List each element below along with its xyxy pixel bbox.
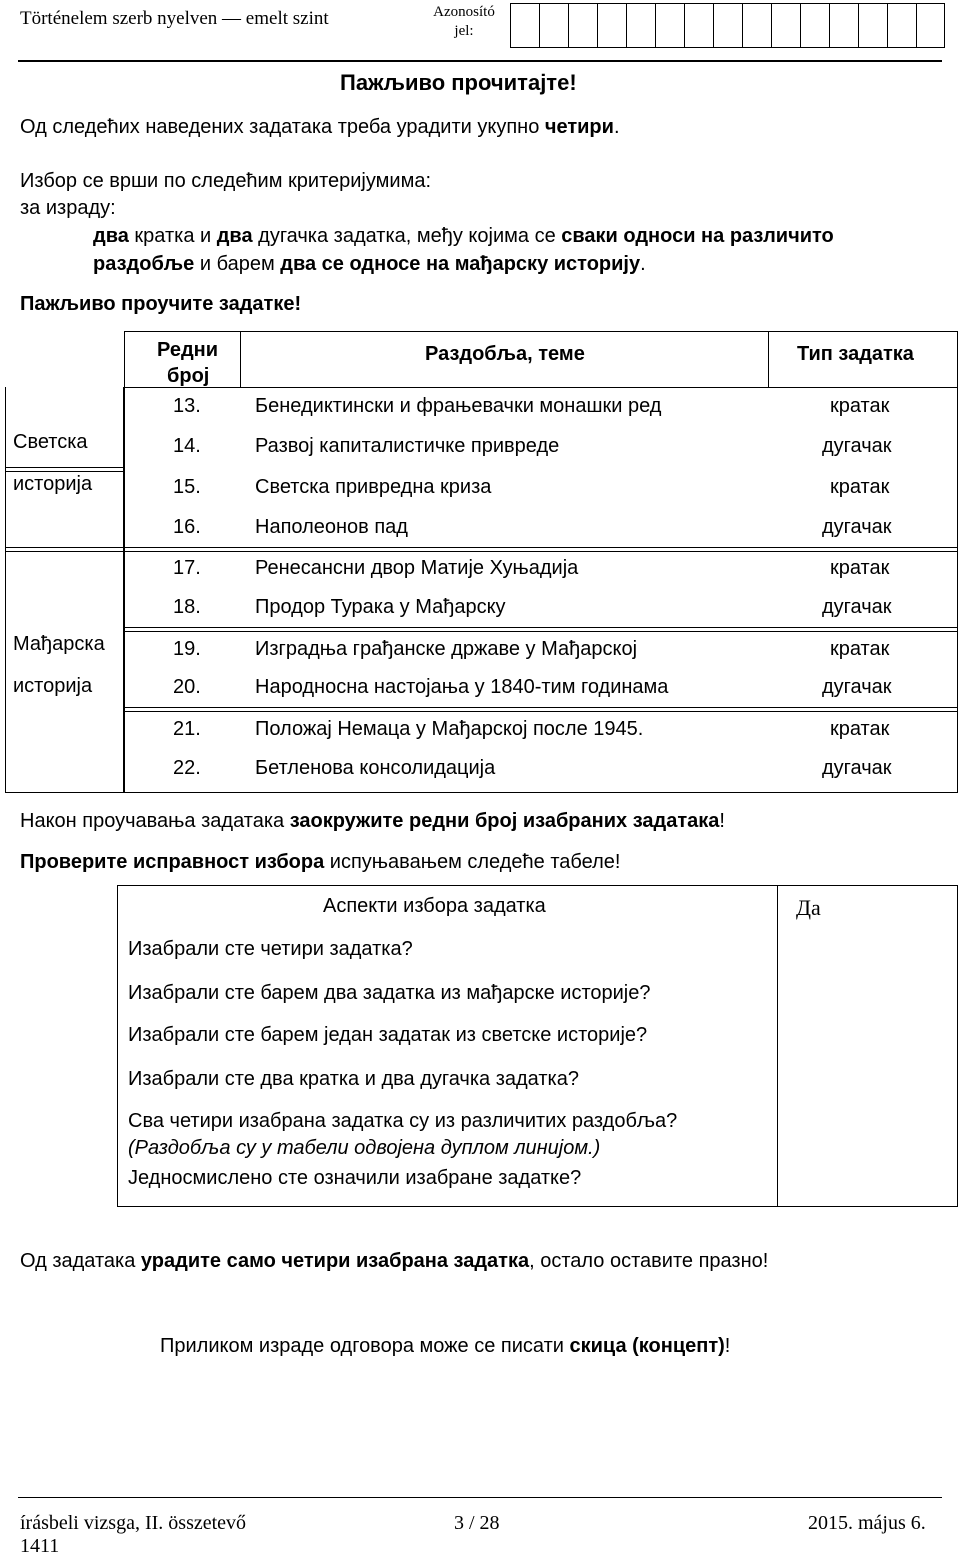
id-label-line2: jel: xyxy=(454,23,474,39)
closing-line2-text: Приликом израде одговора може се писати xyxy=(160,1335,570,1357)
task-type: дугачак xyxy=(822,596,892,618)
after-line2-text: испуњавањем следеће табеле! xyxy=(324,851,621,873)
task-row xyxy=(5,387,958,425)
task-row xyxy=(5,588,958,626)
footer-divider xyxy=(18,1497,942,1498)
intro-line1-end: . xyxy=(613,116,620,138)
task-type: дугачак xyxy=(822,757,892,779)
footer-exam: írásbeli vizsga, II. összetevő xyxy=(20,1512,247,1534)
closing-line1-text: Од задатака xyxy=(20,1250,141,1272)
task-row xyxy=(5,549,958,587)
header-sep xyxy=(768,331,769,387)
id-box[interactable] xyxy=(858,3,887,48)
check-q5: Сва четири изабрана задатка су из различитих раздобља? xyxy=(128,1110,678,1132)
task-topic: Бенедиктински и фрањевачки монашки ред xyxy=(255,395,662,417)
col-num-header-1: Редни xyxy=(157,339,219,361)
check-yes-cells[interactable] xyxy=(778,931,958,1201)
id-label-line1: Azonosító xyxy=(433,4,495,20)
task-row xyxy=(5,468,958,506)
task-row xyxy=(5,508,958,546)
col-num-header-2: број xyxy=(167,365,210,387)
crit-b4: раздобље xyxy=(93,253,195,275)
intro-line2: Избор се врши по следећим критеријумима: xyxy=(20,170,432,192)
crit-b3: сваки односи на различито xyxy=(561,225,834,247)
category-hungarian-2: историја xyxy=(13,675,93,697)
closing-line1-end: , остало оставите празно! xyxy=(529,1250,769,1272)
task-num[interactable]: 19. xyxy=(173,638,201,660)
task-type: кратак xyxy=(830,718,890,740)
task-num[interactable]: 20. xyxy=(173,676,201,698)
closing-line1-bold: урадите само четири изабрана задатка xyxy=(140,1250,530,1272)
task-topic: Ренесансни двор Матије Хуњадија xyxy=(255,557,579,579)
crit-b5: два се односе на мађарску историју xyxy=(280,253,641,275)
criteria-line2 xyxy=(93,253,646,276)
id-code-boxes[interactable] xyxy=(510,3,945,48)
task-row xyxy=(5,749,958,787)
task-type: дугачак xyxy=(822,676,892,698)
after-line1 xyxy=(20,810,725,833)
id-box[interactable] xyxy=(887,3,916,48)
check-q3: Изабрали сте барем један задатак из светске историје? xyxy=(128,1024,648,1046)
intro-line1 xyxy=(20,116,620,139)
task-row xyxy=(5,427,958,465)
check-q4: Изабрали сте два кратка и два дугачка задатка? xyxy=(128,1068,579,1090)
id-box[interactable] xyxy=(684,3,713,48)
closing-line2-bold: скица (концепт) xyxy=(569,1335,725,1357)
task-num[interactable]: 15. xyxy=(173,476,201,498)
task-num[interactable]: 21. xyxy=(173,718,201,740)
check-q2: Изабрали сте барем два задатка из мађарске историје? xyxy=(128,982,651,1004)
criteria-line1 xyxy=(93,225,834,248)
closing-line2 xyxy=(160,1335,730,1358)
id-box[interactable] xyxy=(829,3,858,48)
id-box[interactable] xyxy=(568,3,597,48)
footer-code: 1411 xyxy=(20,1535,60,1557)
intro-line1-bold: четири xyxy=(544,116,614,138)
task-num[interactable]: 18. xyxy=(173,596,201,618)
crit-t3: и барем xyxy=(194,253,281,275)
header-title: Történelem szerb nyelven — emelt szint xyxy=(20,8,329,29)
task-num[interactable]: 14. xyxy=(173,435,201,457)
header-sep xyxy=(240,331,241,387)
crit-b2: два xyxy=(216,225,253,247)
category-world-1: Светска xyxy=(13,431,88,453)
task-topic: Бетленова консолидација xyxy=(255,757,496,779)
task-topic: Положај Немаца у Мађарској после 1945. xyxy=(255,718,644,740)
category-world-2: историја xyxy=(13,473,93,495)
after-line2 xyxy=(20,851,620,874)
id-box[interactable] xyxy=(800,3,829,48)
check-q5-note: (Раздобља су у табели одвојена дуплом линијом.) xyxy=(128,1137,601,1159)
task-num[interactable]: 16. xyxy=(173,516,201,538)
check-header: Аспекти избора задатка xyxy=(323,895,546,917)
task-topic: Наполеонов пад xyxy=(255,516,408,538)
task-row xyxy=(5,668,958,706)
task-type: кратак xyxy=(830,476,890,498)
task-topic: Народносна настојања у 1840-тим годинама xyxy=(255,676,669,698)
after-line1-end: ! xyxy=(719,810,725,832)
task-num[interactable]: 22. xyxy=(173,757,201,779)
task-num[interactable]: 17. xyxy=(173,557,201,579)
closing-line1 xyxy=(20,1250,768,1273)
col-topic-header: Раздобља, теме xyxy=(425,343,585,365)
study-instruction: Пажљиво проучите задатке! xyxy=(20,293,302,315)
task-row xyxy=(5,710,958,748)
task-type: кратак xyxy=(830,557,890,579)
task-type: кратак xyxy=(830,395,890,417)
check-table xyxy=(117,885,958,1207)
task-topic: Светска привредна криза xyxy=(255,476,492,498)
footer-date: 2015. május 6. xyxy=(808,1512,926,1534)
tasks-table xyxy=(5,331,958,793)
task-topic: Изградња грађанске државе у Мађарској xyxy=(255,638,638,660)
id-box[interactable] xyxy=(655,3,684,48)
task-num[interactable]: 13. xyxy=(173,395,201,417)
crit-t2: дугачка задатка, међу којима се xyxy=(252,225,562,247)
id-box[interactable] xyxy=(771,3,800,48)
id-box[interactable] xyxy=(510,3,539,48)
crit-t4: . xyxy=(640,253,646,275)
id-box[interactable] xyxy=(597,3,626,48)
task-row xyxy=(5,630,958,668)
check-yes-header: Да xyxy=(796,895,821,920)
after-line1-bold: заокружите редни број изабраних задатака xyxy=(289,810,720,832)
id-box[interactable] xyxy=(742,3,771,48)
id-box[interactable] xyxy=(916,3,945,48)
intro-heading: Пажљиво прочитајте! xyxy=(340,70,577,95)
col-type-header: Тип задатка xyxy=(797,343,914,365)
id-box[interactable] xyxy=(539,3,568,48)
col-num-header xyxy=(157,337,218,389)
crit-b1: два xyxy=(93,225,129,247)
id-box[interactable] xyxy=(713,3,742,48)
id-label xyxy=(424,3,504,41)
closing-line2-end: ! xyxy=(724,1335,731,1357)
header-divider xyxy=(18,60,942,62)
footer-page: 3 / 28 xyxy=(454,1512,500,1534)
check-q6: Једносмислено сте означили изабране задатке? xyxy=(128,1167,582,1189)
task-type: дугачак xyxy=(822,516,892,538)
check-q1: Изабрали сте четири задатка? xyxy=(128,938,413,960)
task-type: кратак xyxy=(830,638,890,660)
after-line1-text: Након проучавања задатака xyxy=(20,810,290,832)
intro-line3: за израду: xyxy=(20,197,116,219)
task-type: дугачак xyxy=(822,435,892,457)
after-line2-bold: Проверите исправност избора xyxy=(20,851,325,873)
intro-line1-text: Од следећих наведених задатака треба урадити укупно xyxy=(20,116,545,138)
task-topic: Развој капиталистичке привреде xyxy=(255,435,560,457)
id-box[interactable] xyxy=(626,3,655,48)
category-hungarian-1: Мађарска xyxy=(13,633,105,655)
task-topic: Продор Турака у Мађарску xyxy=(255,596,506,618)
crit-t1: кратка и xyxy=(128,225,217,247)
